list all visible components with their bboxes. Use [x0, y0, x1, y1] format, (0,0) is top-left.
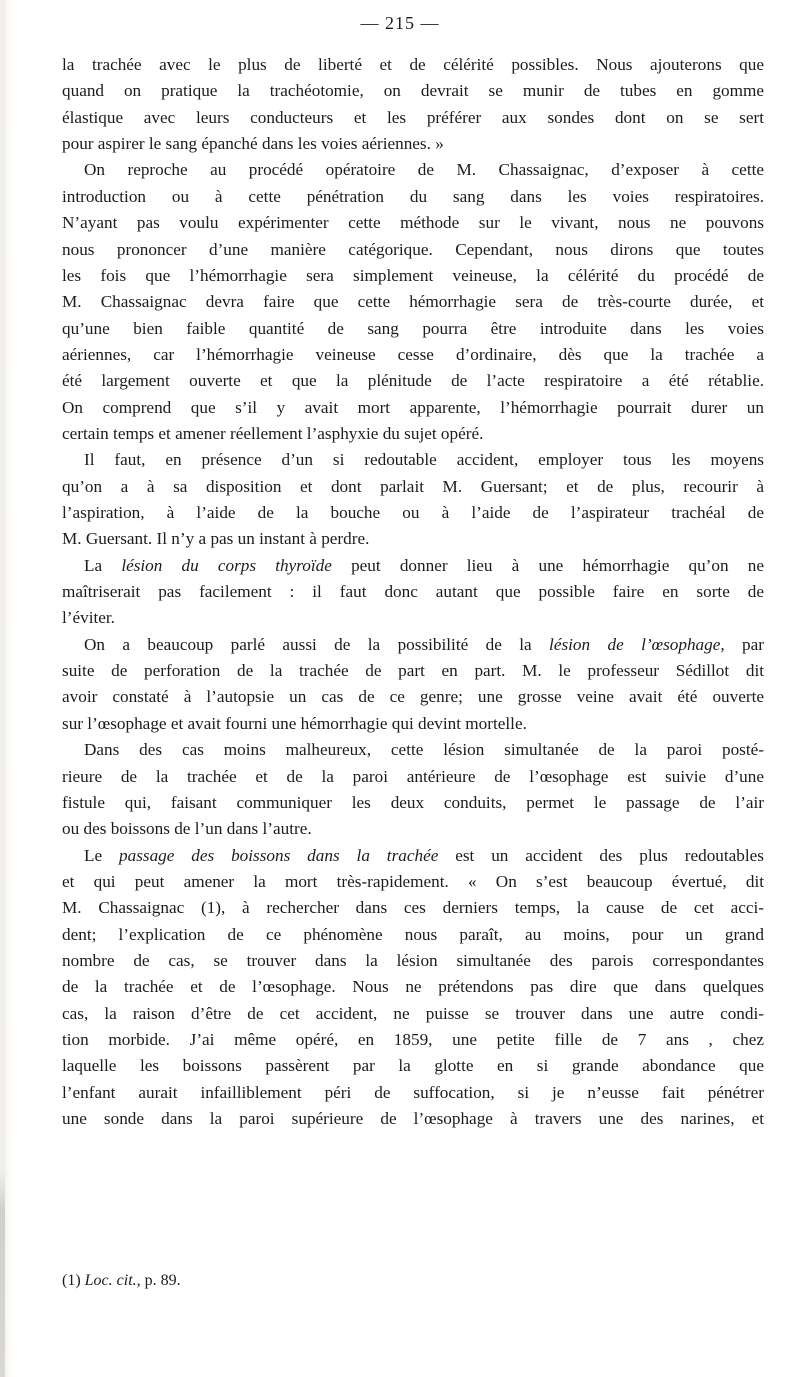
text-line: dent; l’explication de ce phénomène nous paraît, au moins, pour un grand [62, 924, 764, 944]
text-line: certain temps et amener réellement l’asphyxie du sujet opéré. [62, 423, 484, 443]
text-line: maîtriserait pas facilement : il faut donc autant que possible faire en sorte de [62, 582, 764, 601]
text-line: une sonde dans la paroi supérieure de l’œsophage à travers une des narines, et [62, 1109, 764, 1128]
text-run: est un accident des plus redoutables [438, 845, 764, 865]
text-line: rieure de la trachée et de la paroi antérieure de l’œsophage est suivie d’une [62, 766, 764, 786]
text-line: N’ayant pas voulu expérimenter cette méthode sur le vivant, nous ne pouvons [62, 213, 764, 233]
text-line: laquelle les boissons passèrent par la glotte en si grande abondance que [62, 1056, 764, 1076]
text-line: l’enfant aurait infailliblement péri de suffocation, si je n’eusse fait pénétrer [62, 1082, 764, 1102]
text-line: Il faut, en présence d’un si redoutable accident, employer tous les moyens [84, 450, 764, 470]
text-line: M. Chassaignac (1), à rechercher dans ces derniers temps, la cause de cet acci- [62, 898, 764, 918]
text-line: On reproche au procédé opératoire de M. Chassaignac, d’exposer à cette [84, 160, 764, 180]
text-line: introduction ou à cette pénétration du sang dans les voies respiratoires. [62, 186, 764, 206]
text-line: avoir constaté à l’autopsie un cas de ce genre; une grosse veine avait été ouverte [62, 687, 764, 707]
text-line: l’aspiration, à l’aide de la bouche ou à l’aide de l’aspirateur trachéal de [62, 503, 764, 522]
footnote [62, 1268, 181, 1294]
text-run: par [724, 634, 764, 654]
text-line: nous prononcer d’une manière catégorique. Cependant, nous dirons que toutes [62, 239, 764, 259]
footnote-number: (1) [62, 1272, 81, 1289]
text-line: ou des boissons de l’un dans l’autre. [62, 819, 312, 839]
text-line: M. Chassaignac devra faire que cette hémorrhagie sera de très-courte durée, et [62, 292, 764, 312]
text-line: cas, la raison d’être de cet accident, ne puisse se trouver dans une autre condi- [62, 1003, 764, 1023]
text-line: nombre de cas, se trouver dans la lésion simultanée des parois correspondantes [62, 950, 764, 970]
text-line: tion morbide. J’ai même opéré, en 1859, une petite fille de 7 ans , chez [62, 1030, 764, 1049]
text-line: qu’une bien faible quantité de sang pourra être introduite dans les voies [62, 318, 764, 338]
footnote-page: p. 89. [140, 1272, 181, 1289]
text-line [84, 553, 764, 579]
text-line: qu’on a à sa disposition et dont parlait M. Guersant; et de plus, recourir à [62, 476, 764, 496]
text-line: l’éviter. [62, 608, 115, 628]
text-line: la trachée avec le plus de liberté et de célérité possibles. Nous ajouterons que [62, 55, 764, 74]
text-run: On a beaucoup parlé aussi de la possibilité de la [84, 634, 550, 654]
italic-term: passage des boissons dans la trachée [119, 845, 439, 865]
italic-term: lésion du corps thyroïde [121, 555, 332, 575]
text-line: et qui peut amener la mort très-rapidement. « On s’est beaucoup évertué, dit [62, 871, 764, 891]
text-line: M. Guersant. Il n’y a pas un instant à perdre. [62, 529, 370, 549]
text-line [84, 843, 764, 869]
text-line: sur l’œsophage et avait fourni une hémorrhagie qui devint mortelle. [62, 713, 527, 733]
text-line: suite de perforation de la trachée de part en part. M. le professeur Sédillot dit [62, 661, 764, 681]
text-line: On comprend que s’il y avait mort apparente, l’hémorrhagie pourrait durer un [62, 397, 764, 417]
text-run: peut donner lieu à une hémorrhagie qu’on ne [331, 555, 764, 575]
text-line [84, 632, 764, 658]
text-line: élastique avec leurs conducteurs et les préférer aux sondes dont on se sert [62, 107, 764, 127]
text-line: quand on pratique la trachéotomie, on devrait se munir de tubes en gomme [62, 81, 764, 101]
text-line: Dans des cas moins malheureux, cette lésion simultanée de la paroi posté- [84, 740, 764, 760]
text-line: aériennes, car l’hémorrhagie veineuse cesse d’ordinaire, dès que la trachée a [62, 344, 764, 364]
text-line: pour aspirer le sang épanché dans les voies aériennes. » [62, 134, 444, 154]
text-line: de la trachée et de l’œsophage. Nous ne prétendons pas dire que dans quelques [62, 977, 764, 997]
text-run: Le [84, 845, 120, 865]
text-run: La [84, 555, 122, 575]
page-spine-shadow [0, 0, 5, 1377]
text-line: les fois que l’hémorrhagie sera simplement veineuse, la célérité du procédé de [62, 265, 764, 285]
page-number: — 215 — [360, 13, 440, 33]
text-line: fistule qui, faisant communiquer les deux conduits, permet le passage de l’air [62, 792, 764, 812]
text-line: été largement ouverte et que la plénitude de l’acte respiratoire a été rétablie. [62, 371, 764, 391]
footnote-citation: Loc. cit., [84, 1272, 141, 1289]
italic-term: lésion de l’œsophage, [549, 634, 725, 654]
